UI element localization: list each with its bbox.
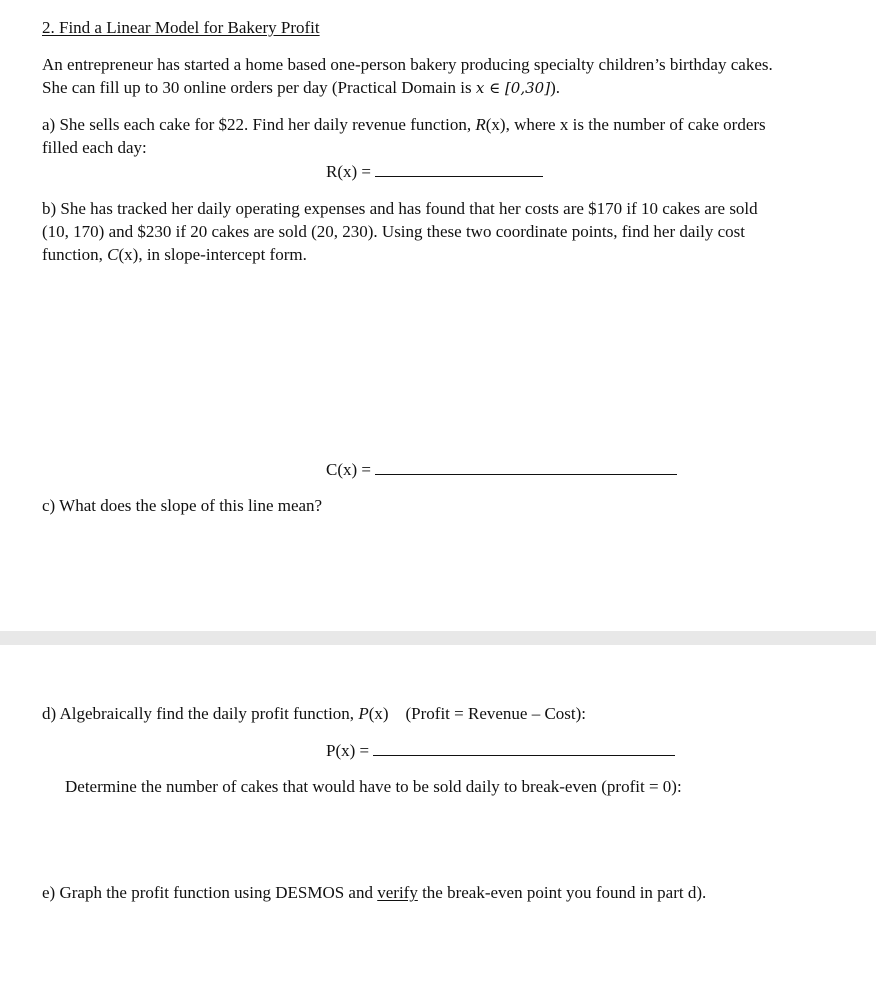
revenue-answer-label: R(x) = (326, 162, 371, 181)
part-d-text: d) Algebraically find the daily profit function, (42, 704, 359, 723)
intro-line-2 (42, 78, 560, 98)
page-break-band (0, 631, 876, 645)
cost-answer-blank[interactable] (375, 460, 677, 475)
part-a-line-1 (42, 115, 766, 135)
breakeven-question: Determine the number of cakes that would have to be sold daily to break-even (profit = 0): (65, 777, 682, 796)
section-title: 2. Find a Linear Model for Bakery Profit (42, 18, 320, 37)
part-c-question: c) What does the slope of this line mean? (42, 496, 323, 515)
part-b-text-end: (x), in slope-intercept form. (118, 245, 307, 264)
part-a-text: a) She sells each cake for $22. Find her daily revenue function, (42, 115, 476, 134)
cost-answer (326, 460, 677, 480)
practical-domain-math: x ∈ [0,30] (475, 79, 551, 97)
part-e-text-end: the break-even point you found in part d). (417, 883, 707, 902)
cost-answer-label: C(x) = (326, 460, 371, 479)
revenue-answer (326, 162, 543, 182)
part-a-line-2: filled each day: (42, 138, 147, 157)
part-d-text-end: (x) (Profit = Revenue – Cost): (368, 704, 587, 723)
cost-function-symbol: C (107, 245, 119, 264)
intro-line-1: An entrepreneur has started a home based one-person bakery producing specialty children’s birthday cakes. (42, 55, 773, 74)
revenue-answer-blank[interactable] (375, 162, 543, 177)
verify-word: verify (377, 883, 418, 902)
part-b-text: function, (42, 245, 108, 264)
intro-line-2-text: She can fill up to 30 online orders per day (Practical Domain is (42, 78, 476, 97)
profit-function-symbol: P (358, 704, 369, 723)
part-b-line-1: b) She has tracked her daily operating expenses and has found that her costs are $170 if 10 cakes are sold (42, 199, 758, 218)
revenue-function-symbol: R (475, 115, 486, 134)
part-a-text-end: (x), where x is the number of cake orders (485, 115, 766, 134)
part-e-line (42, 883, 706, 903)
intro-line-2-end: ). (550, 78, 560, 97)
part-b-line-3 (42, 245, 307, 265)
profit-answer-blank[interactable] (373, 741, 675, 756)
part-d-line-1 (42, 704, 586, 724)
profit-answer (326, 741, 675, 761)
profit-answer-label: P(x) = (326, 741, 370, 760)
part-b-line-2: (10, 170) and $230 if 20 cakes are sold (20, 230). Using these two coordinate points, find her daily cost (42, 222, 745, 241)
part-e-text: e) Graph the profit function using DESMOS and (42, 883, 378, 902)
